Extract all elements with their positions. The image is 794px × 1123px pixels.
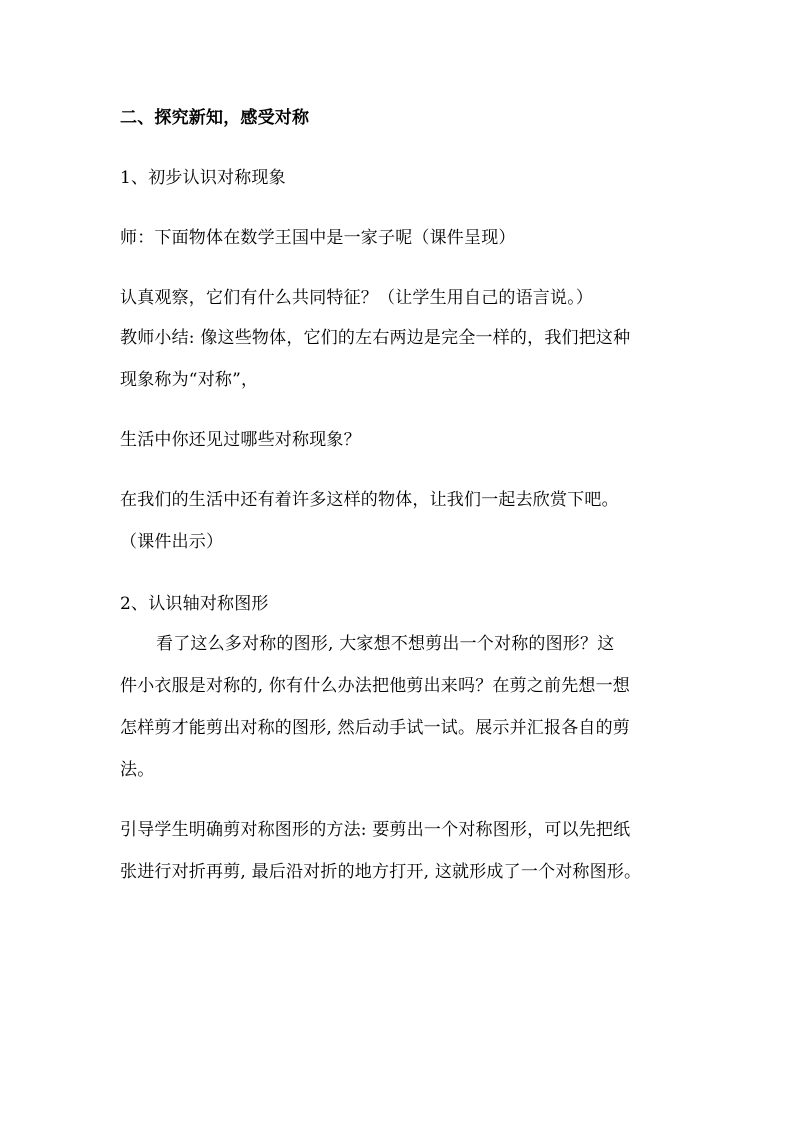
life-examples-line-1: 在我们的生活中还有着许多这样的物体，让我们一起去欣赏下吧。 [120, 490, 619, 510]
method-line-2: 张进行对折再剪, 最后沿对折的地方打开, 这就形成了一个对称图形。 [120, 862, 642, 882]
subsection-title-1: 1、初步认识对称现象 [120, 168, 286, 188]
observe-question: 认真观察，它们有什么共同特征？（让学生用自己的语言说。） [120, 288, 594, 308]
activity-line-4: 法。 [120, 760, 155, 780]
activity-line-3: 怎样剪才能剪出对称的图形, 然后动手试一试。展示并汇报各自的剪 [120, 718, 631, 738]
activity-line-2: 件小衣服是对称的, 你有什么办法把他剪出来吗？在剪之前先想一想 [120, 676, 631, 696]
section-title: 二、探究新知，感受对称 [120, 108, 310, 128]
life-question: 生活中你还见过哪些对称现象？ [120, 430, 361, 450]
subsection-title-2: 2、认识轴对称图形 [120, 594, 269, 614]
summary-line-2: 现象称为“对称”， [120, 370, 259, 390]
summary-line-1: 教师小结: 像这些物体，它们的左右两边是完全一样的，我们把这种 [120, 328, 631, 348]
life-examples-line-2: （课件出示） [120, 532, 224, 552]
activity-line-1: 看了这么多对称的图形, 大家想不想剪出一个对称的图形？这 [156, 634, 615, 654]
method-line-1: 引导学生明确剪对称图形的方法: 要剪出一个对称图形，可以先把纸 [120, 820, 631, 840]
teacher-intro: 师：下面物体在数学王国中是一家子呢（课件呈现） [120, 228, 516, 248]
